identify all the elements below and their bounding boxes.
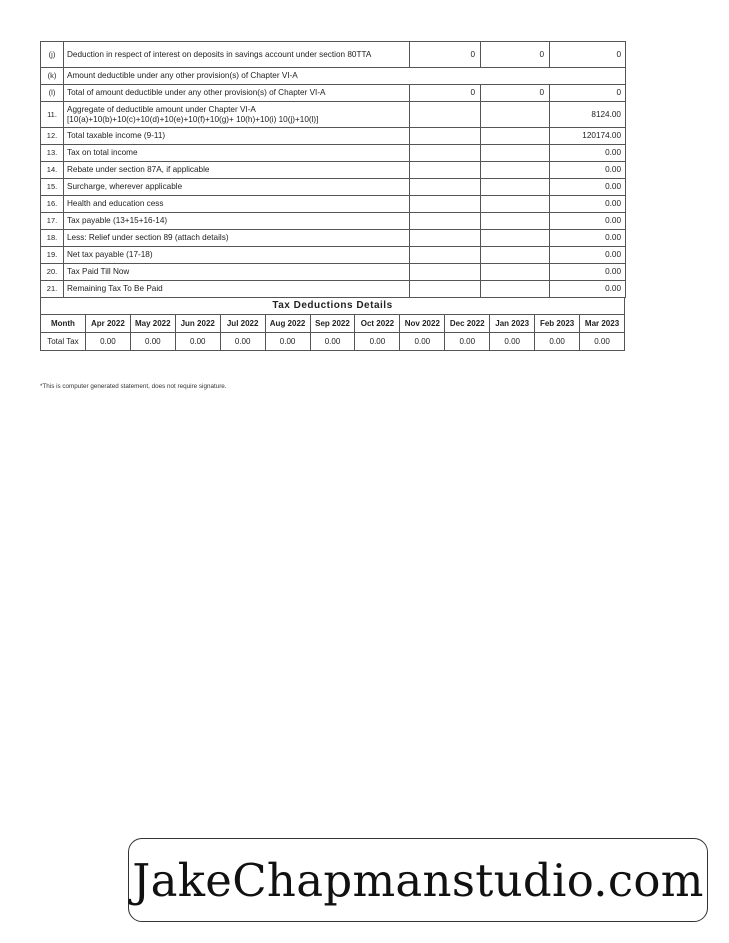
row-description: Health and education cess [64, 196, 410, 213]
watermark-banner: JakeChapmanstudio.com [128, 838, 708, 922]
footnote: *This is computer generated statement, does not require signature. [40, 383, 227, 390]
row-index: 18. [41, 230, 64, 247]
month-header: Nov 2022 [400, 315, 445, 333]
row-description: Deduction in respect of interest on deposits in savings account under section 80TTA [64, 42, 410, 68]
row-value-col2 [481, 247, 550, 264]
row-value-col3: 0.00 [550, 230, 626, 247]
row-value-col1 [410, 281, 481, 298]
computation-table [40, 41, 626, 298]
table-row [41, 102, 626, 128]
row-description: Amount deductible under any other provision(s) of Chapter VI-A [64, 68, 626, 85]
row-value-col2 [481, 145, 550, 162]
row-index: 17. [41, 213, 64, 230]
month-label: Month [41, 315, 86, 333]
row-description: Rebate under section 87A, if applicable [64, 162, 410, 179]
month-header: Mar 2023 [580, 315, 625, 333]
row-description: Remaining Tax To Be Paid [64, 281, 410, 298]
row-value-col1 [410, 230, 481, 247]
month-header: Jul 2022 [220, 315, 265, 333]
row-index: 13. [41, 145, 64, 162]
month-header: Jan 2023 [490, 315, 535, 333]
table-row [41, 85, 626, 102]
row-value-col2 [481, 196, 550, 213]
row-value-col1 [410, 179, 481, 196]
row-value-col3: 0 [550, 85, 626, 102]
month-tax-value: 0.00 [265, 333, 310, 351]
row-index: 21. [41, 281, 64, 298]
row-description-formula: [10(a)+10(b)+10(c)+10(d)+10(e)+10(f)+10(g)+ 10(h)+10(i) 10(j)+10(l)] [67, 114, 319, 124]
row-value-col2 [481, 264, 550, 281]
month-tax-value: 0.00 [445, 333, 490, 351]
month-tax-value: 0.00 [535, 333, 580, 351]
month-tax-value: 0.00 [355, 333, 400, 351]
row-value-col2 [481, 128, 550, 145]
table-row [41, 128, 626, 145]
month-header: Dec 2022 [445, 315, 490, 333]
month-tax-value: 0.00 [175, 333, 220, 351]
row-description: Tax on total income [64, 145, 410, 162]
total-tax-row [41, 333, 625, 351]
row-value-col3: 0.00 [550, 247, 626, 264]
month-header: May 2022 [130, 315, 175, 333]
month-header: Apr 2022 [85, 315, 130, 333]
row-description: Net tax payable (17-18) [64, 247, 410, 264]
row-index: 11. [41, 102, 64, 128]
row-description: Tax payable (13+15+16-14) [64, 213, 410, 230]
row-value-col2 [481, 230, 550, 247]
row-value-col3: 120174.00 [550, 128, 626, 145]
row-value-col3: 0.00 [550, 264, 626, 281]
row-description: Total taxable income (9-11) [64, 128, 410, 145]
month-header: Sep 2022 [310, 315, 355, 333]
table-row [41, 179, 626, 196]
month-tax-value: 0.00 [220, 333, 265, 351]
row-index: (j) [41, 42, 64, 68]
row-value-col2: 0 [481, 42, 550, 68]
table-row [41, 196, 626, 213]
table-row [41, 230, 626, 247]
row-value-col1 [410, 247, 481, 264]
row-value-col2 [481, 162, 550, 179]
table-row [41, 247, 626, 264]
month-header: Jun 2022 [175, 315, 220, 333]
row-index: 14. [41, 162, 64, 179]
row-value-col2: 0 [481, 85, 550, 102]
table-row [41, 68, 626, 85]
months-header-row [41, 315, 625, 333]
month-tax-value: 0.00 [400, 333, 445, 351]
table-row [41, 145, 626, 162]
row-value-col3: 8124.00 [550, 102, 626, 128]
month-tax-value: 0.00 [490, 333, 535, 351]
row-value-col1 [410, 264, 481, 281]
row-value-col3: 0.00 [550, 179, 626, 196]
tax-computation-sheet [40, 41, 625, 351]
table-row [41, 42, 626, 68]
row-description: Surcharge, wherever applicable [64, 179, 410, 196]
row-value-col3: 0.00 [550, 162, 626, 179]
row-index: 20. [41, 264, 64, 281]
row-description: Less: Relief under section 89 (attach details) [64, 230, 410, 247]
row-value-col1 [410, 213, 481, 230]
row-value-col3: 0.00 [550, 196, 626, 213]
row-value-col3: 0 [550, 42, 626, 68]
month-tax-value: 0.00 [85, 333, 130, 351]
row-index: 16. [41, 196, 64, 213]
month-tax-value: 0.00 [310, 333, 355, 351]
row-index: (l) [41, 85, 64, 102]
row-value-col2 [481, 213, 550, 230]
row-value-col3: 0.00 [550, 213, 626, 230]
month-header: Oct 2022 [355, 315, 400, 333]
row-value-col3: 0.00 [550, 281, 626, 298]
month-tax-value: 0.00 [580, 333, 625, 351]
row-value-col2 [481, 281, 550, 298]
row-description: Tax Paid Till Now [64, 264, 410, 281]
month-header: Aug 2022 [265, 315, 310, 333]
tax-deductions-table [40, 298, 625, 351]
month-header: Feb 2023 [535, 315, 580, 333]
row-index: 12. [41, 128, 64, 145]
row-value-col1: 0 [410, 42, 481, 68]
row-value-col2 [481, 179, 550, 196]
row-description: Total of amount deductible under any other provision(s) of Chapter VI-A [64, 85, 410, 102]
tax-deductions-title: Tax Deductions Details [41, 298, 625, 315]
row-value-col1: 0 [410, 85, 481, 102]
table-row [41, 162, 626, 179]
row-value-col1 [410, 128, 481, 145]
row-value-col1 [410, 162, 481, 179]
row-index: 19. [41, 247, 64, 264]
row-index: (k) [41, 68, 64, 85]
table-row [41, 264, 626, 281]
tax-deductions-banner [41, 298, 625, 315]
row-description [64, 102, 410, 128]
total-tax-label: Total Tax [41, 333, 86, 351]
row-value-col1 [410, 145, 481, 162]
row-value-col1 [410, 102, 481, 128]
row-index: 15. [41, 179, 64, 196]
table-row [41, 281, 626, 298]
month-tax-value: 0.00 [130, 333, 175, 351]
row-value-col3: 0.00 [550, 145, 626, 162]
row-value-col2 [481, 102, 550, 128]
table-row [41, 213, 626, 230]
row-description-line: Aggregate of deductible amount under Chapter VI-A [67, 104, 256, 114]
row-value-col1 [410, 196, 481, 213]
